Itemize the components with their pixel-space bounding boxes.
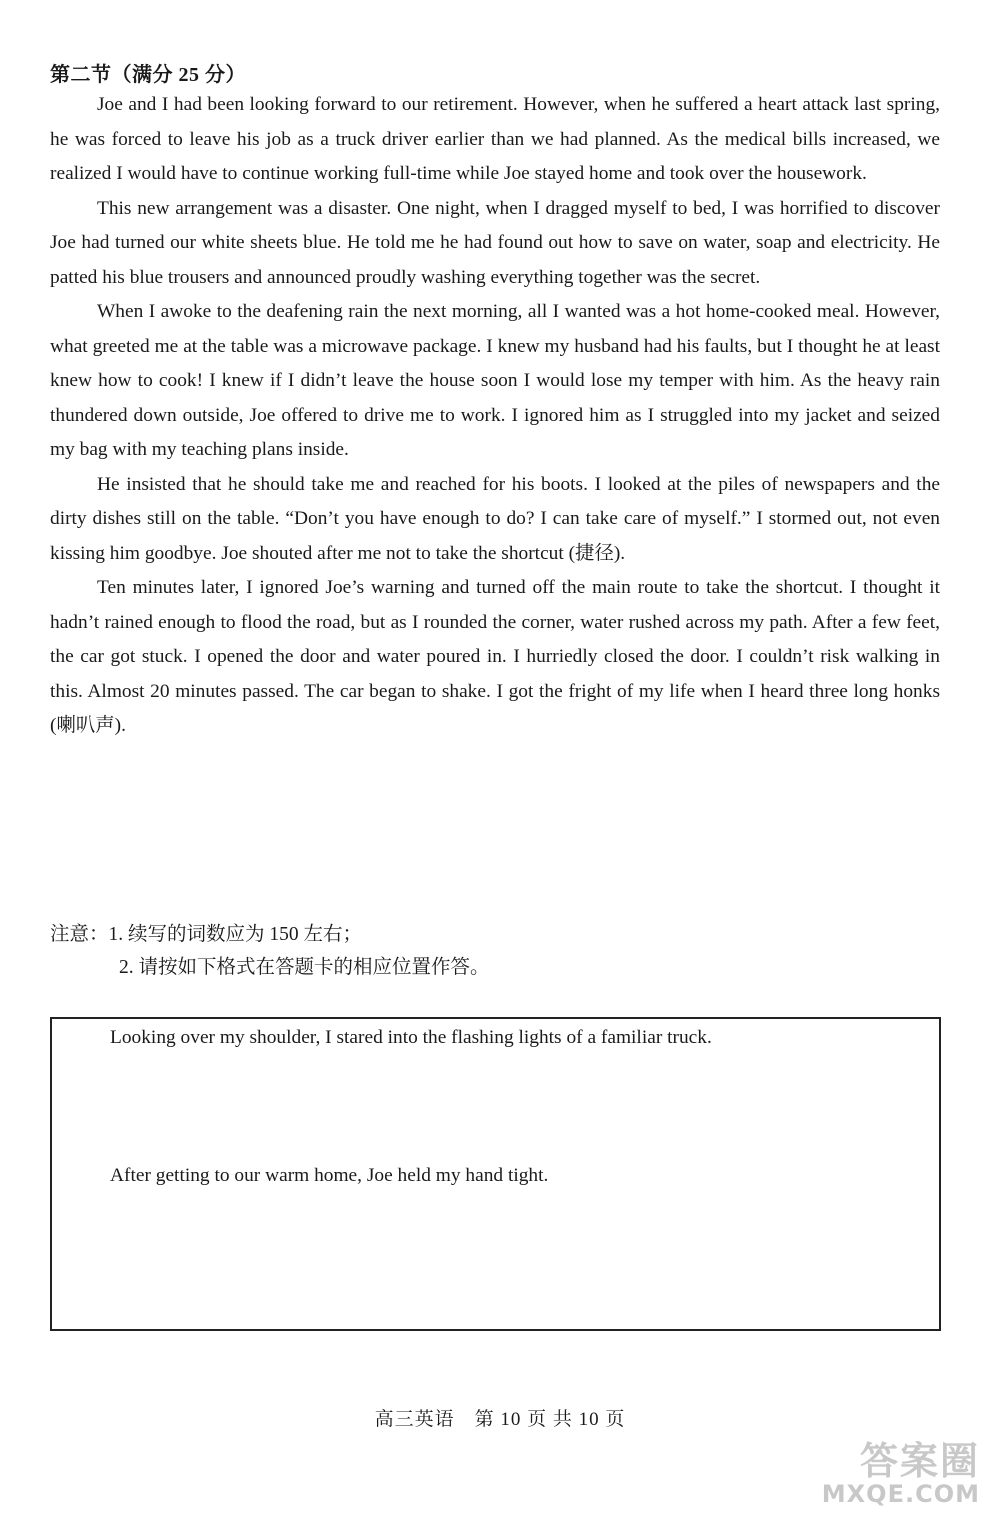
- page-footer: 高三英语 第 10 页 共 10 页: [374, 1409, 626, 1430]
- instruction-line-2: 2. 请按如下格式在答题卡的相应位置作答。: [119, 957, 490, 978]
- passage: [50, 88, 940, 744]
- watermark-text-bottom: MXQE.COM: [821, 1480, 980, 1508]
- instructions: [50, 918, 490, 984]
- watermark-logo: [812, 1430, 980, 1508]
- watermark-text-top: 答案圈: [859, 1439, 980, 1483]
- answer-box: [50, 1017, 941, 1331]
- section-title: 第二节（满分 25 分）: [50, 64, 246, 86]
- continuation-prompt-2: After getting to our warm home, Joe held my hand tight.: [110, 1165, 549, 1186]
- passage-paragraph: Ten minutes later, I ignored Joe’s warning and turned off the main route to take the shortcut. I thought it hadn’t rained enough to flood the road, but as I rounded the corner, water rushed across my path. After a few feet, the car got stuck. I opened the door and water poured in. I hurriedly closed the door. I couldn’t risk walking in this. Almost 20 minutes passed. The car began to shake. I got the fright of my life when I heard three long honks (喇叭声).: [50, 577, 940, 736]
- passage-paragraph: He insisted that he should take me and reached for his boots. I looked at the piles of newspapers and the dirty dishes still on the table. “Don’t you have enough to do? I can take care of myself.” I stormed out, not even kissing him goodbye. Joe shouted after me not to take the shortcut (捷径).: [50, 473, 940, 564]
- passage-paragraph: Joe and I had been looking forward to our retirement. However, when he suffered a heart attack last spring, he was forced to leave his job as a truck driver earlier than we had planned. As the medical bills increased, we realized I would have to continue working full-time while Joe stayed home and took over the housework.: [50, 94, 940, 184]
- continuation-prompt-1: Looking over my shoulder, I stared into the flashing lights of a familiar truck.: [110, 1027, 712, 1048]
- passage-paragraph: When I awoke to the deafening rain the next morning, all I wanted was a hot home-cooked meal. However, what greeted me at the table was a microwave package. I knew my husband had his faults, but I thought he at least knew how to cook! I knew if I didn’t leave the house soon I would lose my temper with him. As the heavy rain thundered down outside, Joe offered to drive me to work. I ignored him as I struggled into my jacket and seized my bag with my teaching plans inside.: [50, 301, 940, 460]
- instruction-line-1: 注意：1. 续写的词数应为 150 左右；: [50, 924, 363, 945]
- passage-paragraph: This new arrangement was a disaster. One night, when I dragged myself to bed, I was horrified to discover Joe had turned our white sheets blue. He told me he had found out how to save on water, soap and electricity. He patted his blue trousers and announced proudly washing everything together was the secret.: [50, 197, 940, 288]
